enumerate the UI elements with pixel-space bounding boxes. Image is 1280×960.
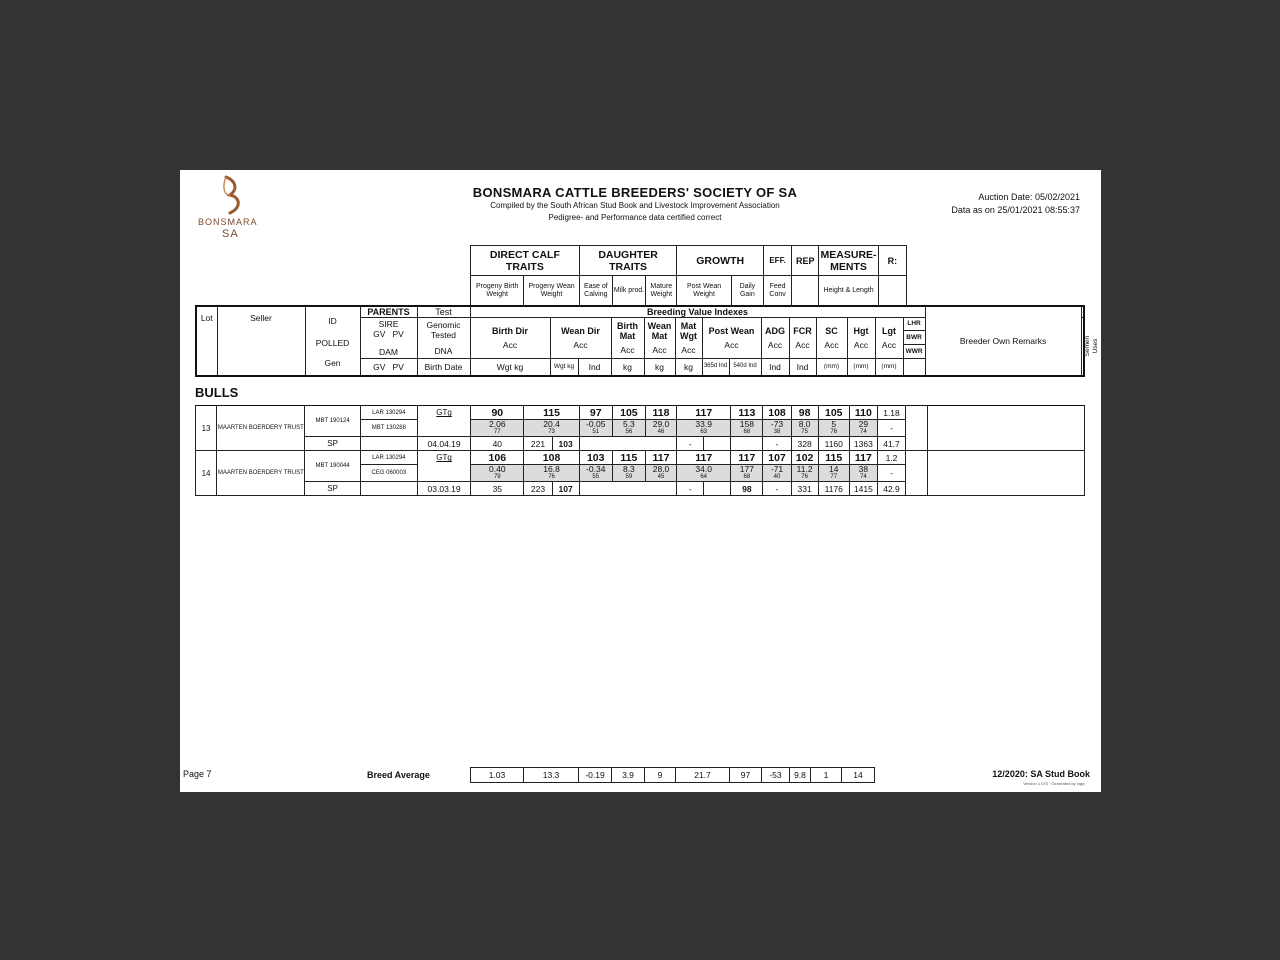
r-measure: 41.7 xyxy=(877,437,905,451)
col-fcr-ind: Ind xyxy=(789,359,816,376)
col-sc: SC Acc xyxy=(816,318,847,359)
ebv-value: -71 40 xyxy=(763,465,791,482)
section-bulls: BULLS xyxy=(195,385,239,400)
fcr-index: - xyxy=(763,482,791,496)
adg-index: 98 xyxy=(731,482,763,496)
index-value: 90 xyxy=(471,406,524,420)
col-lgt-mm: (mm) xyxy=(875,359,903,376)
sub-height-length: Height & Length xyxy=(819,276,878,306)
sc-measure: 331 xyxy=(791,482,818,496)
table-row xyxy=(196,451,1085,465)
col-seller: Seller xyxy=(217,306,305,376)
mat-blank xyxy=(579,437,676,451)
ebv-value: 38 74 xyxy=(849,465,877,482)
group-eff: EFF. xyxy=(763,246,791,276)
sire-id: LAR 130294 xyxy=(360,451,417,465)
gen-code: SP xyxy=(305,437,360,451)
ebv-value: 2.06 77 xyxy=(471,420,524,437)
index-value: 98 xyxy=(791,406,818,420)
index-value: 117 xyxy=(849,451,877,465)
breed-average-value: 9 xyxy=(645,768,676,783)
group-measurements: MEASURE- MENTS xyxy=(819,246,878,276)
col-lot: Lot xyxy=(196,306,217,376)
sub-daily-gain: Daily Gain xyxy=(731,276,763,306)
post-wean-540 xyxy=(704,437,731,451)
sub-mature-weight: Mature Weight xyxy=(646,276,677,306)
breed-average-value: 21.7 xyxy=(676,768,730,783)
sub-post-wean: Post Wean Weight xyxy=(677,276,731,306)
ebv-value: 8.3 59 xyxy=(612,465,645,482)
col-wean-dir: Wean Dir Acc xyxy=(550,318,611,359)
dam-id: MBT 130288 xyxy=(360,420,417,437)
seller-name: MAARTEN BOERDERY TRUST xyxy=(217,451,305,496)
ebv-value: 177 68 xyxy=(731,465,763,482)
seller-name: MAARTEN BOERDERY TRUST xyxy=(217,406,305,451)
ebv-value: 14 77 xyxy=(818,465,849,482)
col-mat-wgt: Mat Wgt Acc xyxy=(675,318,702,359)
post-wean-365: - xyxy=(677,437,704,451)
ebv-value: 34.0 64 xyxy=(677,465,731,482)
col-id: ID POLLED Gen xyxy=(305,306,360,376)
col-test: Test xyxy=(417,306,470,318)
col-genomic: Genomic Tested DNA xyxy=(417,318,470,359)
col-dam-gv: GV PV xyxy=(360,359,417,376)
index-value: 97 xyxy=(579,406,612,420)
ebv-value: -0.34 55 xyxy=(579,465,612,482)
col-adg: ADG Acc xyxy=(761,318,789,359)
breed-average-value: 14 xyxy=(842,768,875,783)
col-remarks: Breeder Own Remarks xyxy=(925,306,1081,376)
index-value: 1.18 xyxy=(877,406,905,420)
col-wean-ind: Ind xyxy=(578,359,611,376)
lgt-measure: 1363 xyxy=(849,437,877,451)
sire-id: LAR 130294 xyxy=(360,406,417,420)
col-post-wean: Post Wean Acc xyxy=(702,318,761,359)
sub-ease-calving: Ease of Calving xyxy=(579,276,612,306)
ratio-value: - xyxy=(877,465,905,482)
breed-average-value: 1.03 xyxy=(471,768,524,783)
trait-group-header xyxy=(470,245,907,306)
col-hgt: Hgt Acc xyxy=(847,318,875,359)
data-date: Data as on 25/01/2021 08:55:37 xyxy=(951,205,1080,215)
sub-rep xyxy=(792,276,819,306)
ratio-value: - xyxy=(877,420,905,437)
test-code: GTg xyxy=(417,451,470,465)
index-value: 117 xyxy=(731,451,763,465)
wean-weight: 223 xyxy=(524,482,552,496)
index-value: 107 xyxy=(763,451,791,465)
dam-id: CEG 060003 xyxy=(360,465,417,482)
sub-progeny-wean: Progeny Wean Weight xyxy=(524,276,579,306)
ebv-value: 11.2 76 xyxy=(791,465,818,482)
col-ratio-blank xyxy=(903,359,925,376)
index-value: 105 xyxy=(612,406,645,420)
lot-number: 13 xyxy=(196,406,217,451)
breed-average-table xyxy=(470,767,875,783)
col-ratios: LHR BWR WWR xyxy=(903,318,925,359)
index-value: 105 xyxy=(818,406,849,420)
post-wean-540 xyxy=(704,482,731,496)
sc-measure: 328 xyxy=(791,437,818,451)
semen-cell xyxy=(906,451,928,496)
ebv-value: 158 68 xyxy=(731,420,763,437)
ebv-value: -0.05 51 xyxy=(579,420,612,437)
sub-milk-prod: Milk prod. xyxy=(612,276,645,306)
index-value: 113 xyxy=(731,406,763,420)
index-value: 106 xyxy=(471,451,524,465)
ebv-value: 0.40 79 xyxy=(471,465,524,482)
sub-progeny-birth: Progeny Birth Weight xyxy=(471,276,524,306)
page-number: Page 7 xyxy=(183,769,212,779)
ebv-value: 29.0 46 xyxy=(645,420,676,437)
semen-cell xyxy=(906,406,928,451)
breed-average-value: -53 xyxy=(762,768,790,783)
birth-weight: 35 xyxy=(471,482,524,496)
col-birth-mat: Birth Mat Acc xyxy=(611,318,644,359)
index-value: 102 xyxy=(791,451,818,465)
stud-book-label: 12/2020: SA Stud Book xyxy=(992,769,1090,779)
col-parents: PARENTS xyxy=(360,306,417,318)
col-sc-mm: (mm) xyxy=(816,359,847,376)
parent-blank xyxy=(360,482,417,496)
animal-table xyxy=(195,405,1085,496)
post-wean-365: - xyxy=(677,482,704,496)
index-value: 115 xyxy=(818,451,849,465)
birth-date: 03.03.19 xyxy=(417,482,470,496)
group-r: R: xyxy=(878,246,906,276)
test-code: GTg xyxy=(417,406,470,420)
col-wean-wgt-kg: Wgt kg xyxy=(550,359,578,376)
remarks-cell xyxy=(928,451,1085,496)
parent-blank xyxy=(360,437,417,451)
ebv-value: 20.4 73 xyxy=(524,420,579,437)
table-row xyxy=(196,406,1085,420)
ebv-value: -73 38 xyxy=(763,420,791,437)
wean-index: 107 xyxy=(552,482,579,496)
animal-id: MBT 190124 xyxy=(305,406,360,437)
index-value: 117 xyxy=(677,406,731,420)
group-rep: REP xyxy=(792,246,819,276)
adg-index xyxy=(731,437,763,451)
index-value: 115 xyxy=(612,451,645,465)
birth-weight: 40 xyxy=(471,437,524,451)
col-wgt-kg: Wgt kg xyxy=(470,359,550,376)
breed-average-value: -0.19 xyxy=(579,768,612,783)
group-direct-calf: DIRECT CALF TRAITS xyxy=(471,246,580,276)
document-title: BONSMARA CATTLE BREEDERS' SOCIETY OF SA xyxy=(472,185,798,200)
animal-id: MBT 190044 xyxy=(305,451,360,482)
breed-average-value: 9.8 xyxy=(790,768,811,783)
index-value: 115 xyxy=(524,406,579,420)
remarks-cell xyxy=(928,406,1085,451)
hgt-measure: 1176 xyxy=(818,482,849,496)
col-adg-ind: Ind xyxy=(761,359,789,376)
wean-index: 103 xyxy=(552,437,579,451)
gen-code: SP xyxy=(305,482,360,496)
version-note: Version 1.075 · Generated by logix xyxy=(1023,781,1085,786)
index-value: 1.2 xyxy=(877,451,905,465)
logo-text: BONSMARA xyxy=(198,217,258,227)
auction-date: Auction Date: 05/02/2021 xyxy=(978,192,1080,202)
document-subtitle: Compiled by the South African Stud Book and Livestock Improvement Association xyxy=(490,201,780,210)
bonsmara-logo-icon xyxy=(218,175,248,215)
index-value: 108 xyxy=(763,406,791,420)
col-birth-dir: Birth Dir Acc xyxy=(470,318,550,359)
lgt-measure: 1415 xyxy=(849,482,877,496)
breed-average-value: 13.3 xyxy=(524,768,579,783)
breed-average-value: 1 xyxy=(811,768,842,783)
ebv-value: 29 74 xyxy=(849,420,877,437)
certification-note: Pedigree- and Performance data certified correct xyxy=(548,213,722,222)
test-blank xyxy=(417,465,470,482)
breed-average-value: 97 xyxy=(730,768,762,783)
col-wean-mat: Wean Mat Acc xyxy=(644,318,675,359)
col-kg-3: kg xyxy=(675,359,702,376)
breed-average-value: 3.9 xyxy=(612,768,645,783)
col-semen-uses: Semen Uses xyxy=(1081,318,1084,376)
ebv-value: 5 76 xyxy=(818,420,849,437)
group-growth: GROWTH xyxy=(677,246,764,276)
ebv-value: 5.3 56 xyxy=(612,420,645,437)
col-540d: 540d Ind xyxy=(729,359,761,376)
col-fcr: FCR Acc xyxy=(789,318,816,359)
col-birth-date: Birth Date xyxy=(417,359,470,376)
mat-blank xyxy=(579,482,676,496)
birth-date: 04.04.19 xyxy=(417,437,470,451)
col-kg-2: kg xyxy=(644,359,675,376)
lot-number: 14 xyxy=(196,451,217,496)
col-kg-1: kg xyxy=(611,359,644,376)
index-value: 103 xyxy=(579,451,612,465)
ebv-value: 8.0 75 xyxy=(791,420,818,437)
logo-text-sa: SA xyxy=(222,228,239,240)
ebv-value: 33.9 63 xyxy=(677,420,731,437)
index-value: 110 xyxy=(849,406,877,420)
r-measure: 42.9 xyxy=(877,482,905,496)
index-value: 108 xyxy=(524,451,579,465)
group-daughter: DAUGHTER TRAITS xyxy=(579,246,677,276)
ebv-value: 16.8 76 xyxy=(524,465,579,482)
col-lgt: Lgt Acc xyxy=(875,318,903,359)
col-365d: 365d Ind xyxy=(702,359,729,376)
index-value: 118 xyxy=(645,406,676,420)
col-bvi: Breeding Value Indexes xyxy=(470,306,925,318)
fcr-index: - xyxy=(763,437,791,451)
test-blank xyxy=(417,420,470,437)
ebv-value: 28.0 45 xyxy=(645,465,676,482)
hgt-measure: 1160 xyxy=(818,437,849,451)
index-value: 117 xyxy=(645,451,676,465)
col-hgt-mm: (mm) xyxy=(847,359,875,376)
document-page xyxy=(180,170,1101,792)
column-header xyxy=(195,305,1099,377)
col-sire-dam: SIRE GV PV DAM xyxy=(360,318,417,359)
index-value: 117 xyxy=(677,451,731,465)
breed-average-label: Breed Average xyxy=(367,770,430,780)
wean-weight: 221 xyxy=(524,437,552,451)
sub-feed-conv: Feed Conv xyxy=(763,276,791,306)
sub-r xyxy=(878,276,906,306)
